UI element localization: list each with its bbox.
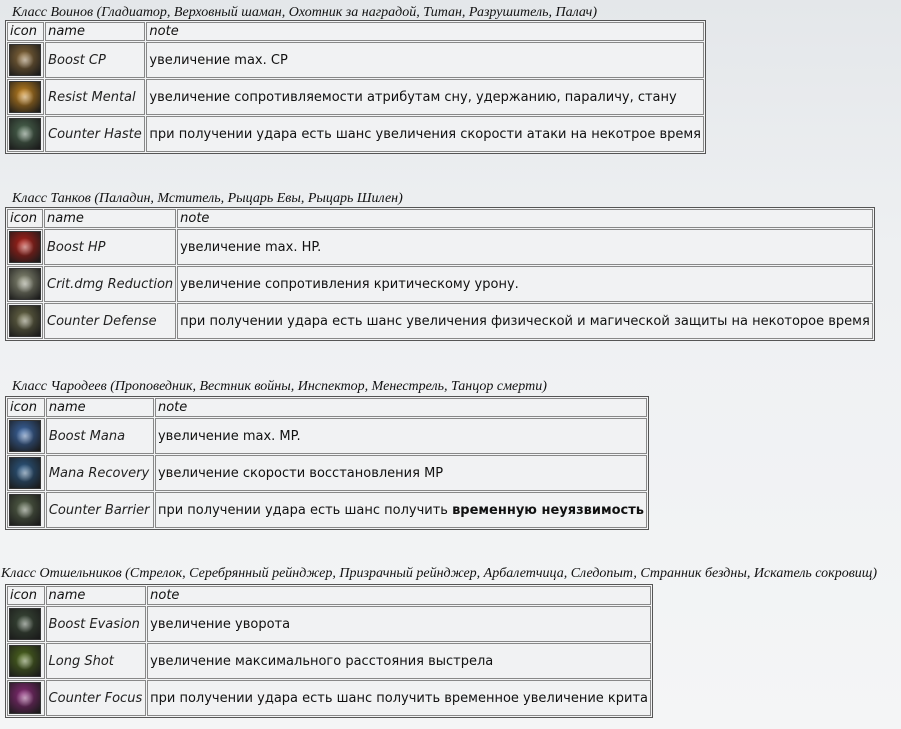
skill-note-text: при получении удара есть шанс получить xyxy=(157,502,453,518)
skill-name: Long Shot xyxy=(46,643,147,679)
table-row xyxy=(7,680,651,716)
skills-table xyxy=(5,584,653,718)
table-header-row xyxy=(7,398,647,417)
section-heading: Класс Чародеев (Проповедник, Вестник войны, Инспектор, Менестрель, Танцор смерти) xyxy=(12,379,547,394)
skill-name: Counter Defense xyxy=(44,303,176,339)
skills-table xyxy=(5,396,649,530)
header-icon: icon xyxy=(7,22,44,41)
header-icon: icon xyxy=(7,209,43,228)
skill-name: Crit.dmg Reduction xyxy=(44,266,176,302)
table-row xyxy=(7,116,704,152)
table-row xyxy=(7,606,651,642)
skill-note: увеличение max. CP xyxy=(146,42,704,78)
skill-name: Boost Evasion xyxy=(46,606,147,642)
crossed-swords-icon xyxy=(9,118,41,150)
skill-note xyxy=(155,492,647,528)
header-note: note xyxy=(146,22,704,41)
table-row xyxy=(7,492,647,528)
bow-icon xyxy=(9,645,41,677)
table-row xyxy=(7,455,647,491)
skills-table xyxy=(5,20,706,154)
skill-note: увеличение уворота xyxy=(147,606,651,642)
skill-note: при получении удара есть шанс увеличения физической и магической защиты на некоторое время xyxy=(177,303,873,339)
table-header-row xyxy=(7,586,651,605)
section-heading: Класс Воинов (Гладиатор, Верховный шаман, Охотник за наградой, Титан, Разрушитель, Палач) xyxy=(12,5,598,20)
header-icon: icon xyxy=(7,586,45,605)
table-row xyxy=(7,42,704,78)
header-name: name xyxy=(46,586,147,605)
skill-note: увеличение скорости восстановления MP xyxy=(155,455,647,491)
table-row xyxy=(7,229,873,265)
shield-icon xyxy=(9,305,41,337)
skill-note: увеличение максимального расстояния выстрела xyxy=(147,643,651,679)
table-row xyxy=(7,643,651,679)
header-name: name xyxy=(46,398,154,417)
header-icon: icon xyxy=(7,398,45,417)
skill-name: Resist Mental xyxy=(45,79,145,115)
target-eye-icon xyxy=(9,682,41,714)
header-note: note xyxy=(177,209,873,228)
header-name: name xyxy=(45,22,145,41)
skill-note: увеличение max. HP. xyxy=(177,229,873,265)
skill-name: Boost Mana xyxy=(46,418,154,454)
skill-name: Counter Barrier xyxy=(46,492,154,528)
rune-circle-icon xyxy=(9,494,41,526)
armored-knight-icon xyxy=(9,268,41,300)
table-header-row xyxy=(7,209,873,228)
section-heading: Класс Отшельников (Стрелок, Серебрянный рейнджер, Призрачный рейнджер, Арбалетчица, Следопыт, Странник бездны, Искатель сокровищ) xyxy=(1,566,878,581)
skill-name: Boost CP xyxy=(45,42,145,78)
table-row xyxy=(7,418,647,454)
water-swirl-icon xyxy=(9,457,41,489)
skill-note: увеличение сопротивляемости атрибутам сну, удержанию, параличу, стану xyxy=(146,79,704,115)
skill-name: Counter Focus xyxy=(46,680,147,716)
skills-table xyxy=(5,207,875,341)
skill-note: увеличение max. MP. xyxy=(155,418,647,454)
skill-name: Mana Recovery xyxy=(46,455,154,491)
dagger-icon xyxy=(9,608,41,640)
blue-crystal-icon xyxy=(9,420,41,452)
red-heart-icon xyxy=(9,231,41,263)
skill-note-emphasis: временную неуязвимость xyxy=(452,502,644,518)
header-name: name xyxy=(44,209,176,228)
table-row xyxy=(7,303,873,339)
skill-name: Counter Haste xyxy=(45,116,145,152)
skill-name: Boost HP xyxy=(44,229,176,265)
fist-icon xyxy=(9,44,41,76)
table-row xyxy=(7,266,873,302)
section-heading: Класс Танков (Паладин, Мститель, Рыцарь Евы, Рыцарь Шилен) xyxy=(12,191,403,206)
skill-note: при получении удара есть шанс увеличения скорости атаки на некотрое время xyxy=(146,116,704,152)
lion-head-icon xyxy=(9,81,41,113)
header-note: note xyxy=(147,586,651,605)
skill-note: при получении удара есть шанс получить временное увеличение крита xyxy=(147,680,651,716)
table-header-row xyxy=(7,22,704,41)
table-row xyxy=(7,79,704,115)
skill-note: увеличение сопротивления критическому урону. xyxy=(177,266,873,302)
header-note: note xyxy=(155,398,647,417)
